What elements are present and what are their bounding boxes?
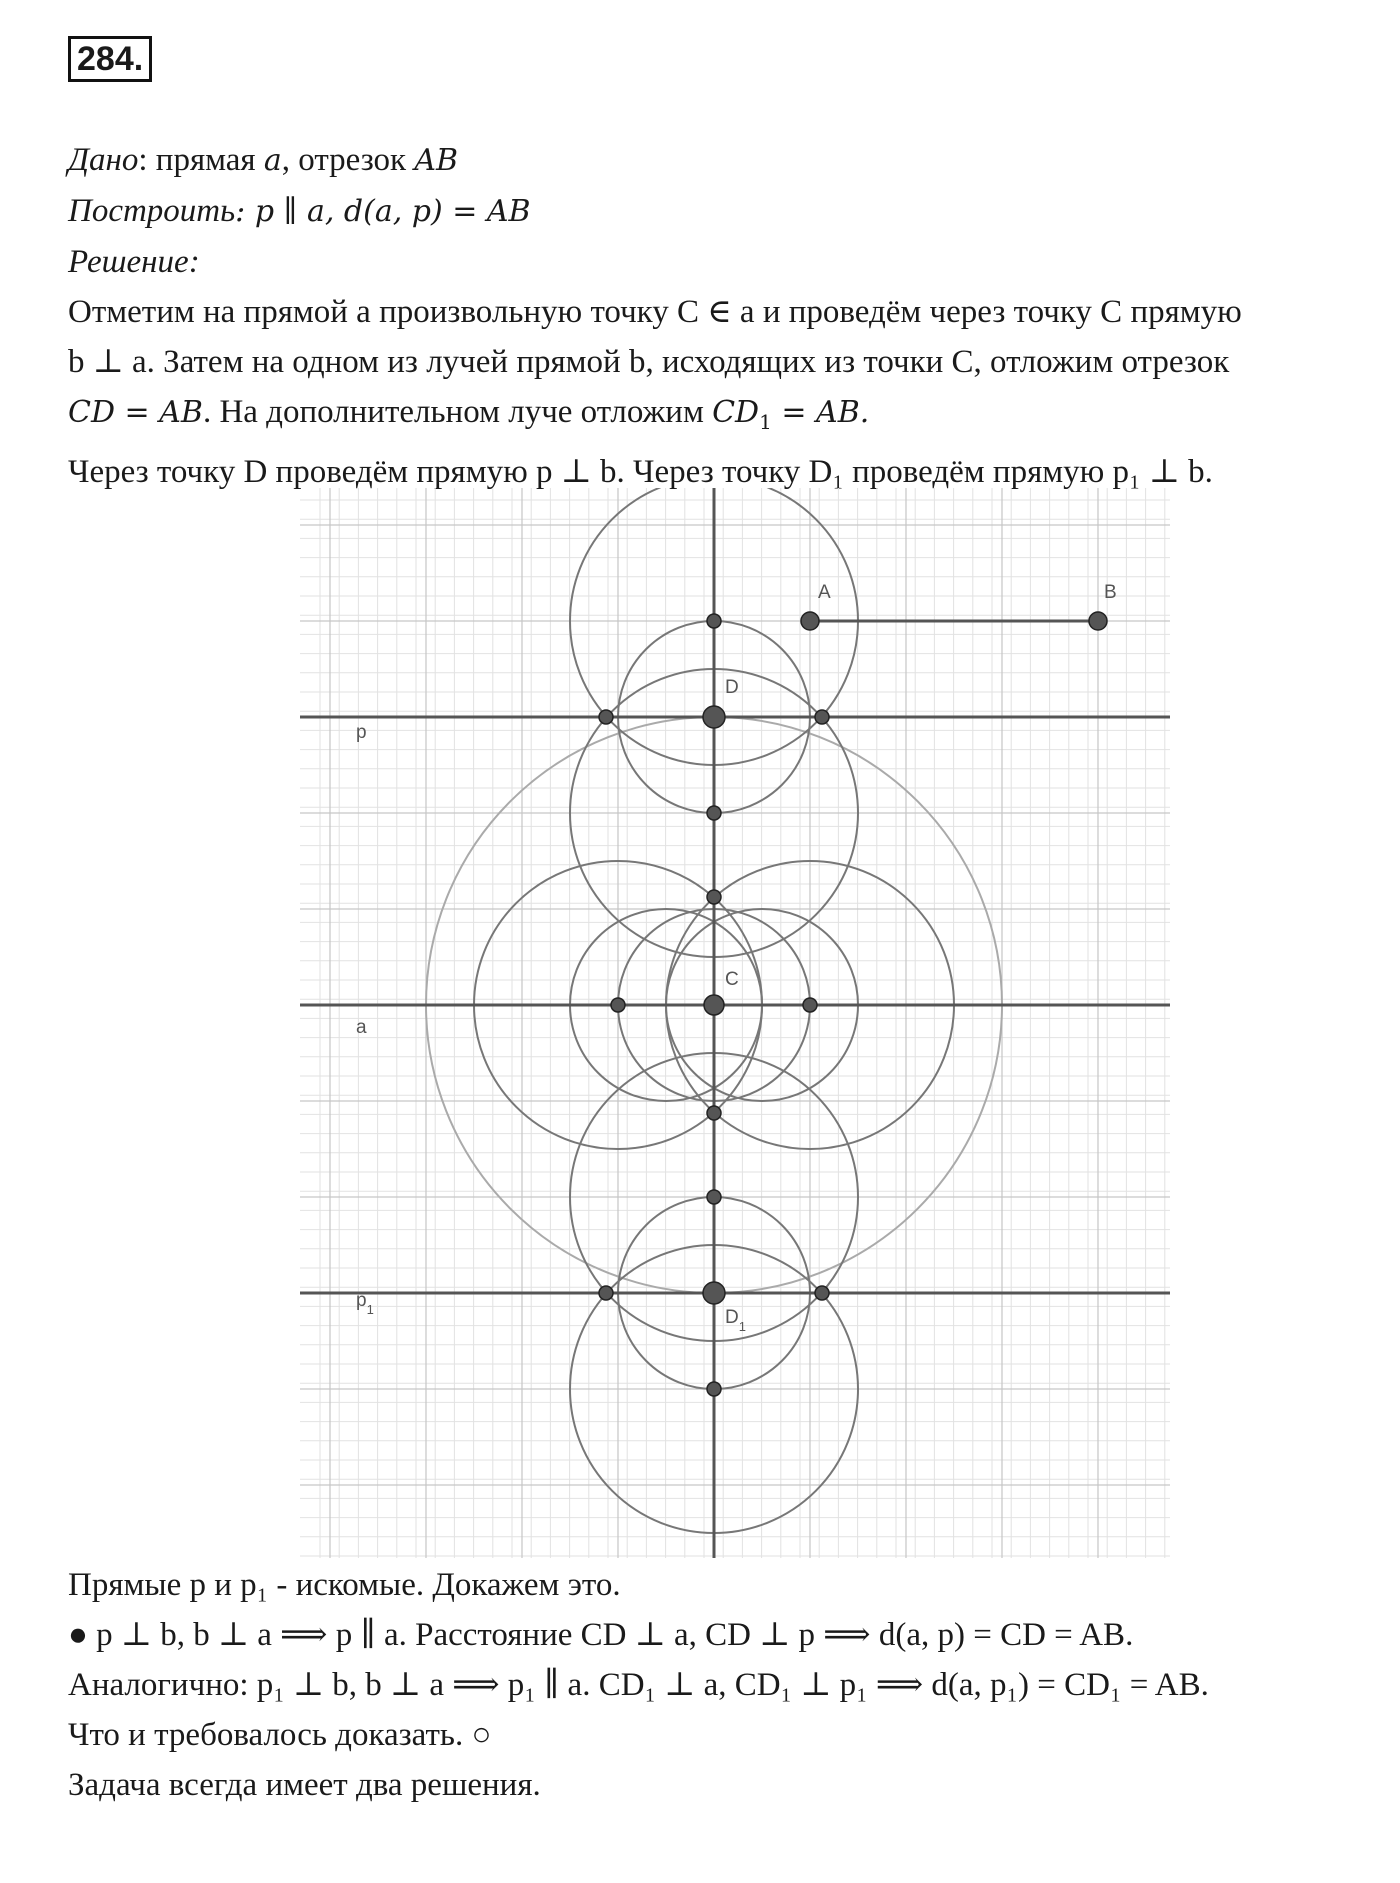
point-a-left bbox=[611, 998, 625, 1012]
solution-label: Решение: bbox=[68, 244, 200, 280]
given-text: : прямая bbox=[138, 142, 264, 178]
point-D bbox=[703, 706, 725, 728]
problem-number: 284. bbox=[68, 36, 152, 82]
point-A bbox=[801, 612, 819, 630]
construct-line bbox=[68, 186, 1358, 237]
point-p1-left bbox=[599, 1286, 613, 1300]
conclusion-line2: ● p ⊥ b, b ⊥ a ⟹ p ∥ a. Расстояние CD ⊥ a, CD ⊥ p ⟹ d(a, p) = CD = AB. bbox=[68, 1617, 1134, 1653]
paragraph1-line3-text: . На дополнительном луче отложим bbox=[202, 394, 713, 430]
given-segment-ab: AB bbox=[414, 143, 459, 178]
point-B bbox=[1089, 612, 1107, 630]
point-lower bbox=[707, 1190, 721, 1204]
paragraph1-line3 bbox=[68, 387, 1358, 447]
point-p-left bbox=[599, 710, 613, 724]
label-B: B bbox=[1104, 582, 1117, 603]
formula-cd-ab: CD = AB bbox=[68, 395, 203, 430]
point-p1-right bbox=[815, 1286, 829, 1300]
label-D: D bbox=[725, 677, 739, 698]
construct-label: Построить bbox=[68, 193, 236, 229]
point-p-right bbox=[815, 710, 829, 724]
given-label: Дано bbox=[68, 142, 139, 178]
paragraph1-line1: Отметим на прямой a произвольную точку C ∈ a и проведём через точку C прямую bbox=[68, 294, 1242, 330]
conclusion-line3: Аналогично: p₁ ⊥ b, b ⊥ a ⟹ p₁ ∥ a. CD₁ ⊥ a, CD₁ ⊥ p₁ ⟹ d(a, p₁) = CD₁ = AB. bbox=[68, 1667, 1209, 1703]
point-mid-upper bbox=[707, 890, 721, 904]
conclusion-line1: Прямые p и p₁ - искомые. Докажем это. bbox=[68, 1567, 621, 1603]
point-a-right bbox=[803, 998, 817, 1012]
point-mid-lower bbox=[707, 1106, 721, 1120]
point-bottom bbox=[707, 1382, 721, 1396]
label-p1-sub: 1 bbox=[366, 1302, 374, 1317]
conclusion-section bbox=[68, 1560, 1358, 1810]
label-p: p bbox=[356, 722, 367, 743]
label-A: A bbox=[818, 582, 831, 603]
label-p1-base: p bbox=[356, 1290, 367, 1311]
paragraph2: Через точку D проведём прямую p ⊥ b. Через точку D₁ проведём прямую p₁ ⊥ b. bbox=[68, 454, 1213, 490]
label-C: C bbox=[725, 969, 739, 990]
formula-cd1 bbox=[712, 395, 870, 434]
label-D1-base: D bbox=[725, 1307, 739, 1328]
grid-major bbox=[300, 488, 1170, 1558]
point-top bbox=[707, 614, 721, 628]
point-upper bbox=[707, 806, 721, 820]
conclusion-line4: Что и требовалось доказать. ○ bbox=[68, 1717, 492, 1753]
grid-minor bbox=[300, 488, 1170, 1558]
paragraph1-line2: b ⊥ a. Затем на одном из лучей прямой b, исходящих из точки C, отложим отрезок bbox=[68, 344, 1230, 380]
given-text2: , отрезок bbox=[281, 142, 415, 178]
construct-formula: : p ∥ a, d(a, p) = AB bbox=[235, 194, 531, 229]
given-line-a: a bbox=[263, 143, 282, 178]
label-a: a bbox=[356, 1017, 367, 1038]
construction-figure bbox=[300, 488, 1180, 1558]
conclusion-line5: Задача всегда имеет два решения. bbox=[68, 1767, 541, 1803]
point-C bbox=[704, 995, 724, 1015]
point-D1 bbox=[703, 1282, 725, 1304]
construction-lines bbox=[300, 488, 1170, 1558]
formula-cd1-end: = AB. bbox=[771, 395, 870, 430]
formula-cd1-base: CD bbox=[712, 395, 760, 430]
formula-cd1-sub: 1 bbox=[759, 410, 772, 434]
given-line bbox=[68, 135, 1358, 186]
given-section bbox=[68, 135, 1358, 497]
label-D1-sub: 1 bbox=[738, 1319, 746, 1334]
